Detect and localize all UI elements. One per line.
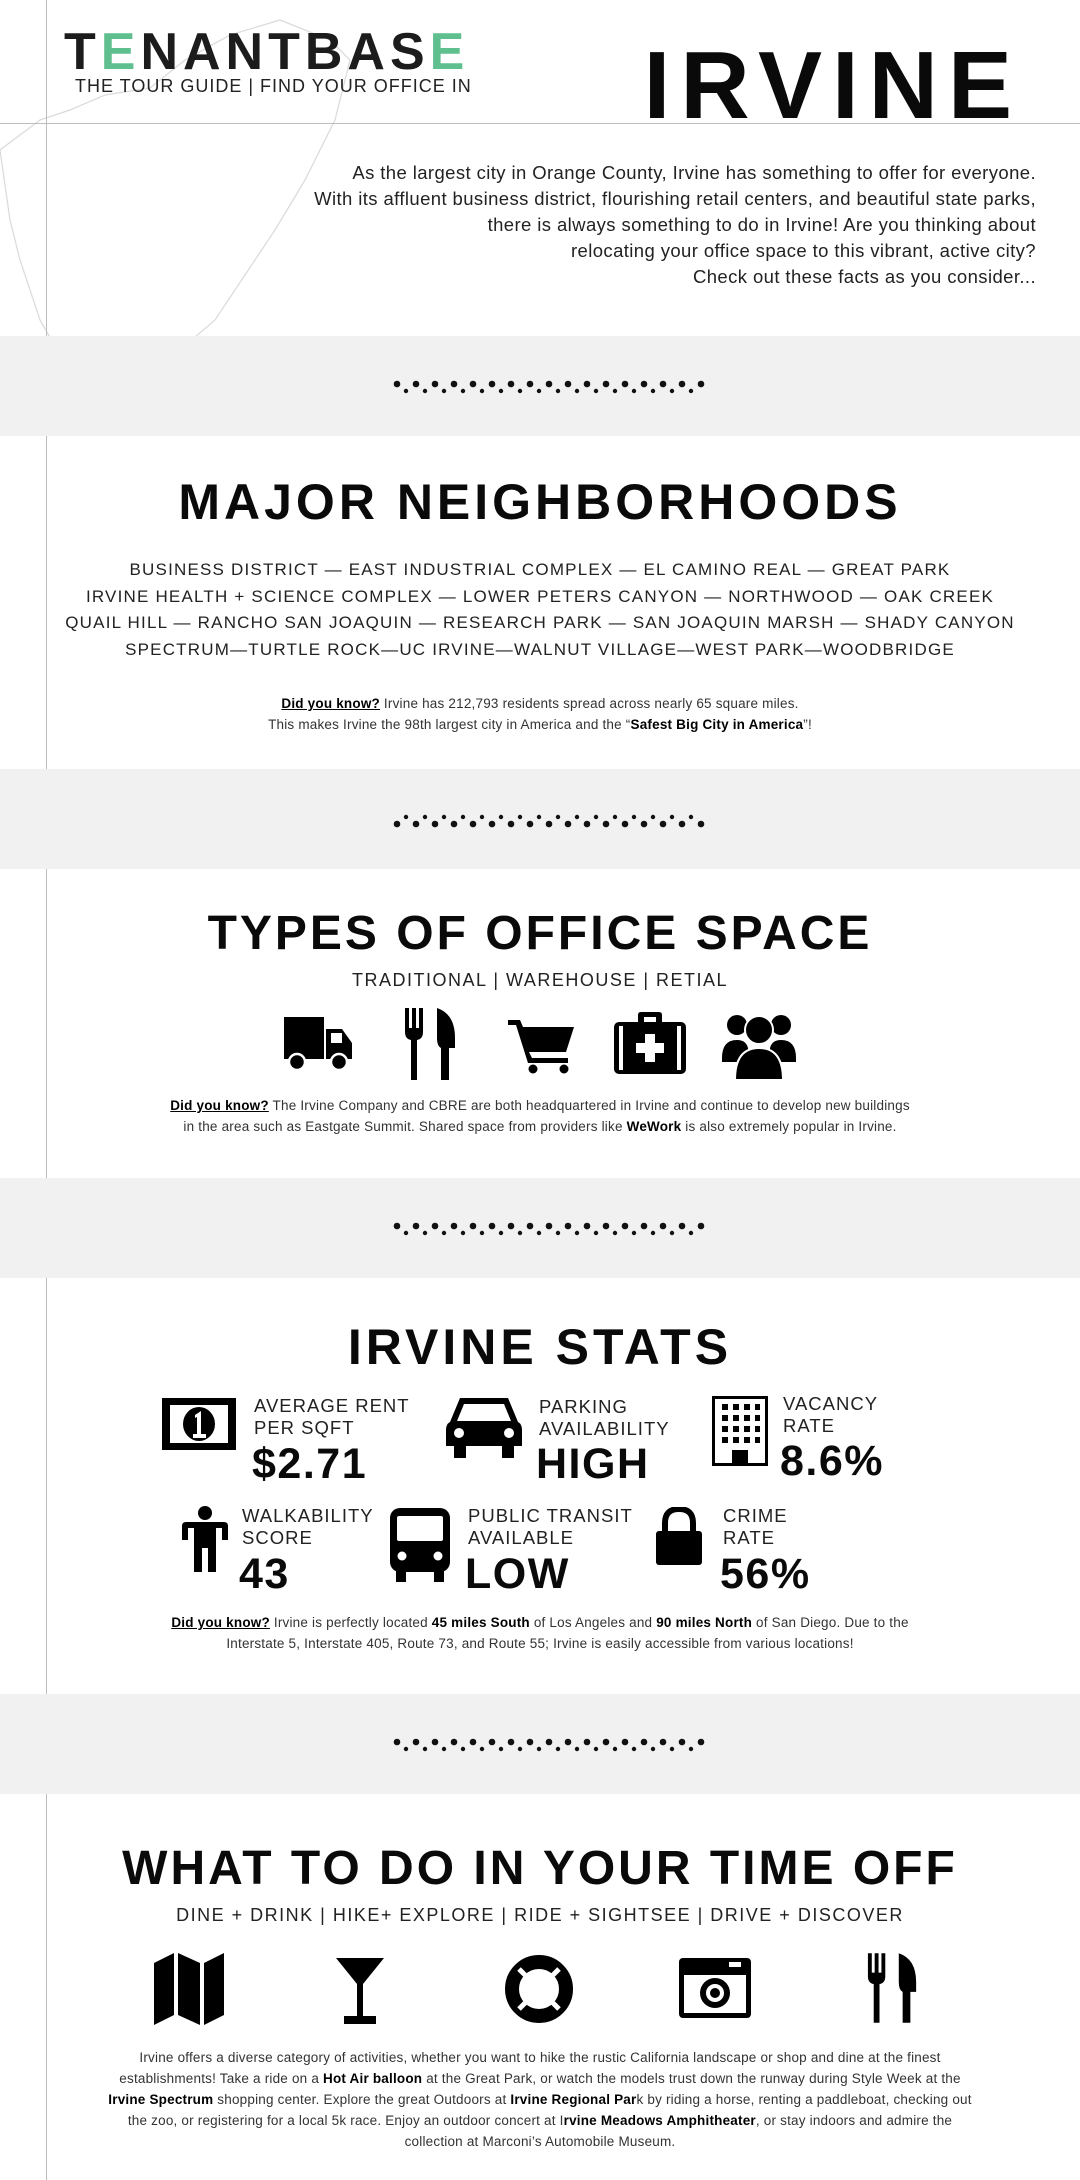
tenantbase-logo: TENANTBASE [64,23,470,81]
cocktail-icon [336,1958,384,2024]
crime-value: 56% [720,1550,811,1598]
cart-icon [508,1018,574,1074]
rent-value: $2.71 [252,1440,368,1488]
vacancy-value: 8.6% [780,1437,885,1485]
people-icon [722,1008,796,1080]
parking-value: HIGH [536,1440,650,1488]
divider-band [0,1694,1080,1794]
office-types-title: TYPES OF OFFICE SPACE [207,907,873,960]
walkability-label: WALKABILITY SCORE [242,1505,374,1548]
stats-fact: Did you know? Irvine is perfectly located 45 miles South of Los Angeles and 90 miles North of San Diego. Due to the Interstate 5, Interstate 405, Route 73, and Route 55; Irvine is easily accessible from various locations! [171,1615,909,1651]
time-off-title: WHAT TO DO IN YOUR TIME OFF [122,1842,958,1895]
neighborhoods-list: BUSINESS DISTRICT — EAST INDUSTRIAL COMPLEX — EL CAMINO REAL — GREAT PARK IRVINE HEALTH + SCIENCE COMPLEX — LOWER PETERS CANYON — NORTHWOOD — OAK CREEK QUAIL HILL — RANCHO SAN JOAQUIN — RESEARCH PARK — SAN JOAQUIN MARSH — SHADY CANYON SPECTRUM—TURTLE ROCK—UC IRVINE—WALNUT VILLAGE—WEST PARK—WOODBRIDGE [65,560,1015,659]
bus-icon [390,1508,450,1582]
tagline: THE TOUR GUIDE | FIND YOUR OFFICE IN [75,76,472,96]
transit-label: PUBLIC TRANSIT AVAILABLE [468,1505,633,1548]
dot-divider [393,378,709,398]
lock-icon [656,1507,702,1565]
fork-knife-icon [403,1008,459,1080]
person-icon [182,1506,228,1572]
medical-kit-icon [614,1012,686,1074]
lifebuoy-icon [505,1955,573,2023]
dot-divider [393,1736,709,1756]
office-types-list: TRADITIONAL | WAREHOUSE | RETIAL [351,970,729,990]
map-icon [154,1953,224,2025]
office-fact: Did you know? The Irvine Company and CBRE are both headquartered in Irvine and continue to develop new buildings in the area such as Eastgate Summit. Shared space from providers like WeWork is also extremely popular in Irvine. [170,1098,910,1134]
car-icon [446,1394,522,1460]
rent-label: AVERAGE RENT PER SQFT [254,1395,410,1438]
intro-text: As the largest city in Orange County, Irvine has something to offer for everyone. With its affluent business district, flourishing retail centers, and beautiful state parks, there is always something to do in Irvine! Are you thinking about relocating your office space to this vibrant, active city? Check out these facts as you consider... [314,162,1036,287]
transit-value: LOW [465,1550,570,1598]
city-title: IRVINE [643,32,1022,139]
stats-title: IRVINE STATS [347,1319,733,1375]
neighborhoods-title: MAJOR NEIGHBORHOODS [178,474,902,530]
time-off-paragraph: Irvine offers a diverse category of activities, whether you want to hike the rustic California landscape or shop and dine at the finest establishments! Take a ride on a Hot Air balloon at the Great Park, or watch the models trust down the runway during Style Week at the Irvine Spectrum shopping center. Explore the great Outdoors at Irvine Regional Park by riding a horse, renting a paddleboat, checking out the zoo, or registering for a local 5k race. Enjoy an outdoor concert at Irvine Meadows Amphitheater, or stay indoors and admire the collection at Marconi’s Automobile Museum. [108,2050,972,2149]
divider-band [0,336,1080,436]
crime-label: CRIME RATE [723,1505,788,1548]
walkability-value: 43 [239,1550,290,1598]
dot-divider [393,1220,709,1240]
camera-icon [679,1958,751,2018]
divider-band [0,1178,1080,1278]
fork-knife-icon [866,1953,920,2023]
activities-list: DINE + DRINK | HIKE+ EXPLORE | RIDE + SIGHTSEE | DRIVE + DISCOVER [176,1905,904,1925]
vacancy-label: VACANCY RATE [783,1393,879,1436]
building-icon [712,1396,768,1466]
neighborhoods-fact: Did you know? Irvine has 212,793 residents spread across nearly 65 square miles. This makes Irvine the 98th largest city in America and the “Safest Big City in America”! [268,696,812,732]
dot-divider [393,811,709,831]
divider-band [0,769,1080,869]
parking-label: PARKING AVAILABILITY [539,1396,670,1439]
truck-icon [284,1013,352,1073]
money-icon [162,1398,236,1450]
